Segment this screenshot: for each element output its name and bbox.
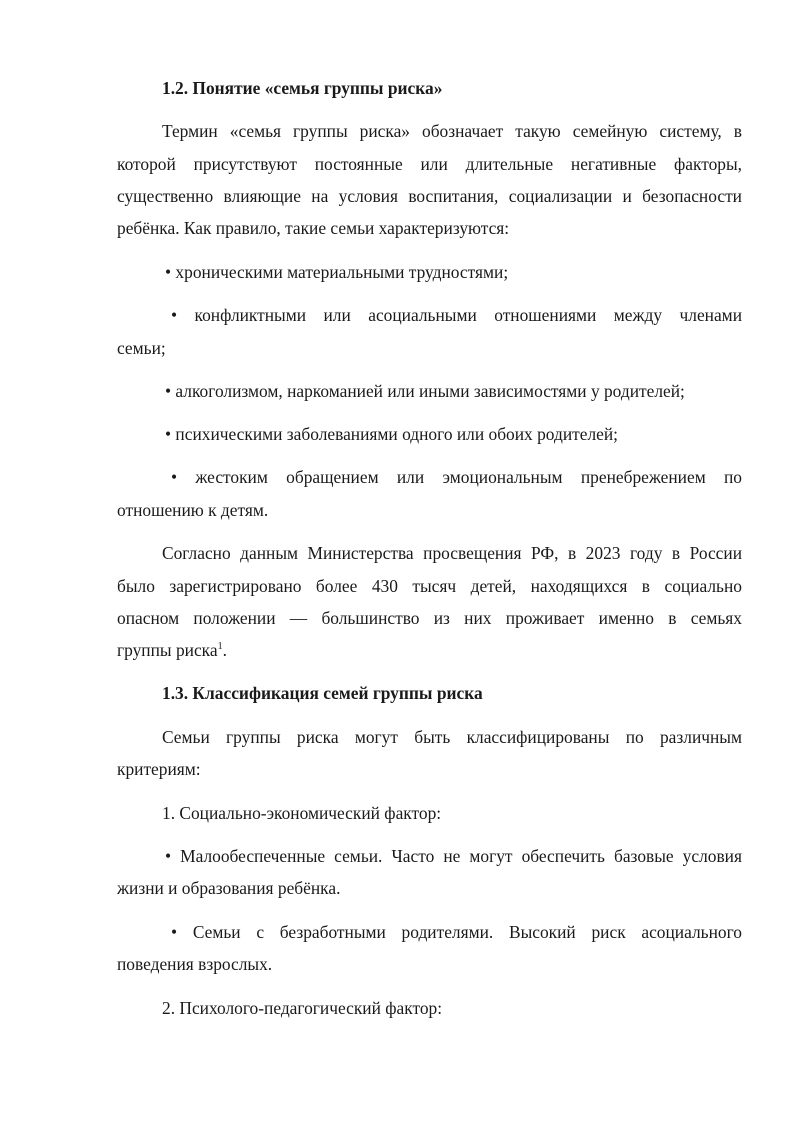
bullet-item-continuation: жизни и образования ребёнка.	[117, 878, 341, 898]
bullet-item: • психическими заболеваниями одного или обоих родителей;	[165, 424, 618, 444]
paragraph-text: группы риска	[117, 640, 218, 660]
footnote-reference[interactable]: 1	[217, 641, 223, 652]
paragraph-line: опасном положении — большинство из них проживает именно в семьях	[117, 608, 742, 628]
paragraph-line: существенно влияющие на условия воспитания, социализации и безопасности	[117, 186, 742, 206]
paragraph-line: ребёнка. Как правило, такие семьи характеризуются:	[117, 218, 510, 238]
bullet-item: • конфликтными или асоциальными отношениями между членами	[171, 305, 742, 325]
section-heading-1-2: 1.2. Понятие «семья группы риска»	[162, 78, 443, 98]
paragraph-line: Семьи группы риска могут быть классифицированы по различным	[162, 727, 742, 747]
bullet-item-continuation: семьи;	[117, 338, 166, 358]
paragraph-line: критериям:	[117, 759, 201, 779]
bullet-item-continuation: отношению к детям.	[117, 500, 269, 520]
paragraph-line: было зарегистрировано более 430 тысяч детей, находящихся в социально	[117, 576, 742, 596]
bullet-item: • Малообеспеченные семьи. Часто не могут обеспечить базовые условия	[165, 846, 742, 866]
paragraph-line: которой присутствуют постоянные или длительные негативные факторы,	[117, 154, 742, 174]
section-heading-1-3: 1.3. Классификация семей группы риска	[162, 683, 483, 703]
paragraph-line-last	[117, 639, 742, 661]
bullet-item: • жестоким обращением или эмоциональным пренебрежением по	[171, 467, 742, 487]
numbered-item: 2. Психолого-педагогический фактор:	[162, 998, 443, 1018]
bullet-item: • хроническими материальными трудностями;	[165, 262, 509, 282]
bullet-item: • алкоголизмом, наркоманией или иными зависимостями у родителей;	[165, 381, 685, 401]
paragraph-end: .	[222, 640, 227, 660]
numbered-item: 1. Социально-экономический фактор:	[162, 803, 442, 823]
paragraph-line: Согласно данным Министерства просвещения РФ, в 2023 году в России	[162, 543, 742, 563]
paragraph-line: Термин «семья группы риска» обозначает такую семейную систему, в	[162, 121, 742, 141]
bullet-item: • Семьи с безработными родителями. Высокий риск асоциального	[171, 922, 742, 942]
bullet-item-continuation: поведения взрослых.	[117, 954, 273, 974]
